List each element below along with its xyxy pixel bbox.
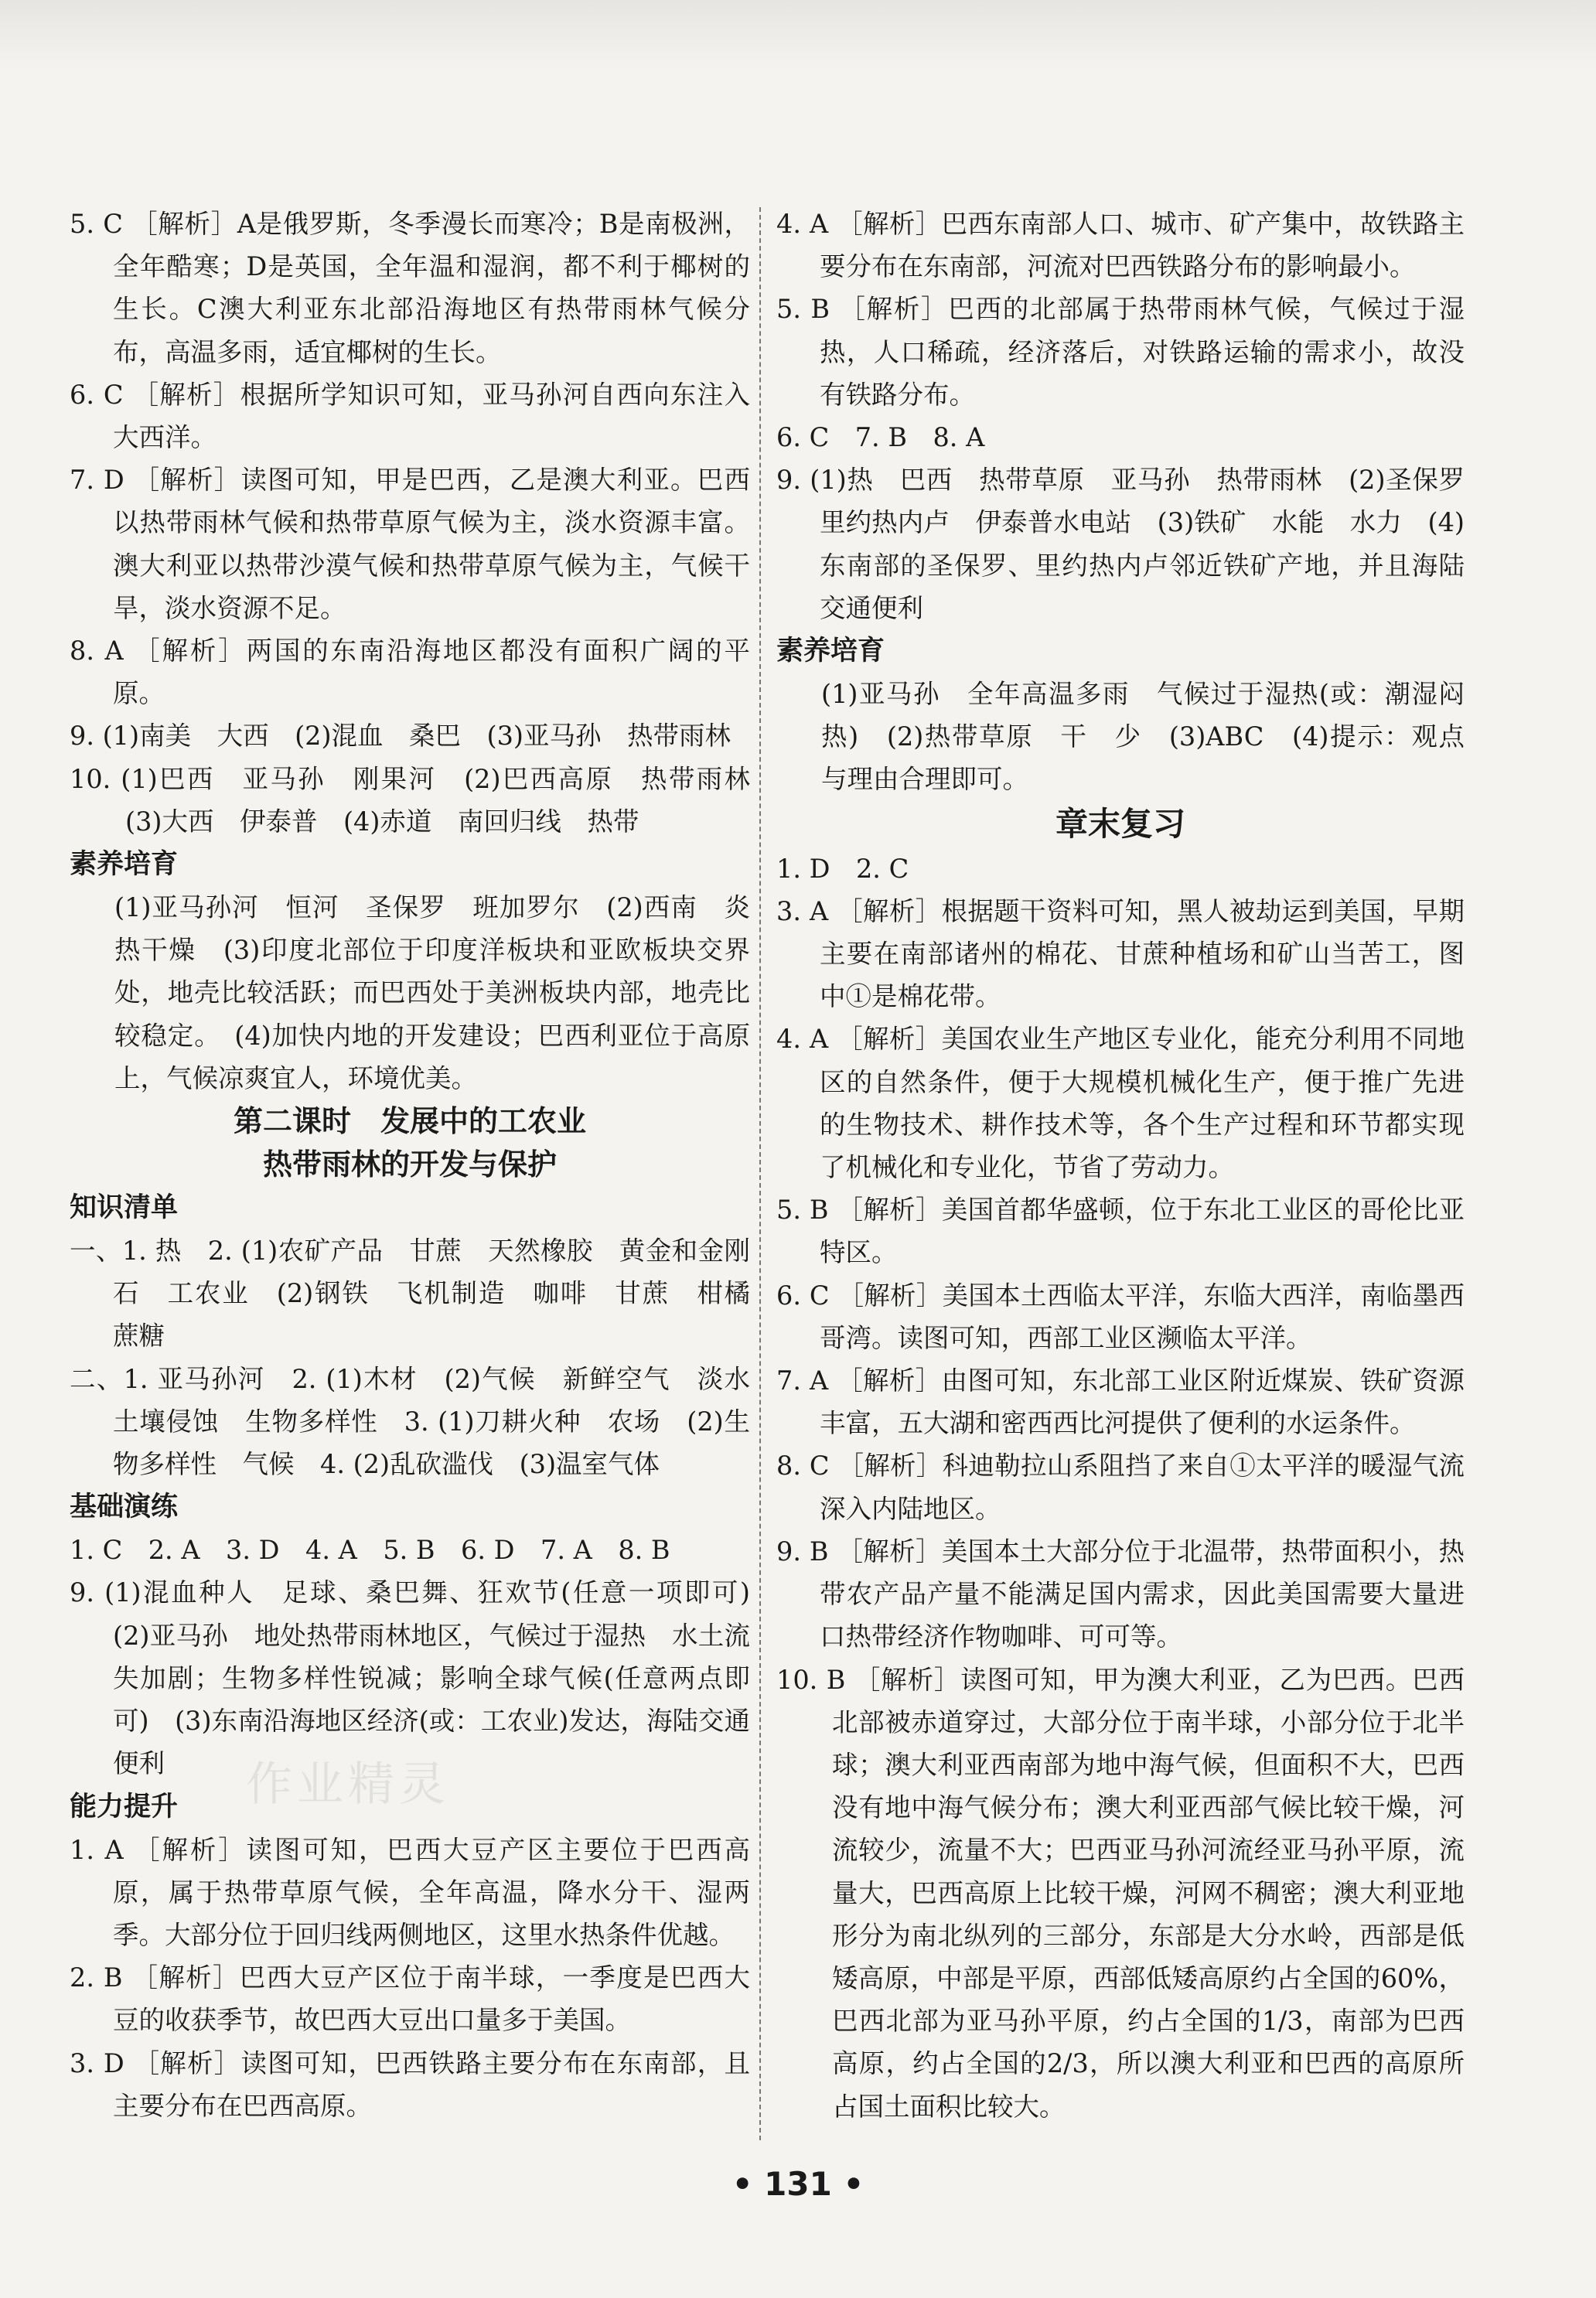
section-text: (1)亚马孙河 恒河 圣保罗 班加罗尔 (2)西南 炎热干燥 (3)印度北部位于印度洋板块和亚欧板块交界处，地壳比较活跃；而巴西处于美洲板块内部，地壳比较稳定。 (4)加快内地的开发建设；巴西利亚位于高原上，气候凉爽宜人，环境优美。 (114, 892, 750, 1093)
answer-item: 7. A ［解析］由图可知，东北部工业区附近煤炭、铁矿资源丰富，五大湖和密西西比河提供了便利的水运条件。 (776, 1366, 1465, 1439)
answer-item: 10. (1)巴西 亚马孙 刚果河 (2)巴西高原 热带雨林 (3)大西 伊泰普 (4)赤道 南回归线 热带 (70, 763, 776, 837)
chapter-title: 章末复习 (1055, 804, 1185, 843)
section-heading: 素养培育 (70, 849, 179, 881)
page-number: • 131 • (732, 2165, 864, 2203)
answer-item: 3. D ［解析］读图可知，巴西铁路主要分布在东南部，且主要分布在巴西高原。 (70, 2047, 750, 2121)
answer-item: 5. B ［解析］巴西的北部属于热带雨林气候，气候过于湿热，人口稀疏，经济落后，对铁路运输的需求小，故没有铁路分布。 (776, 294, 1465, 410)
lesson-title: 第二课时 发展中的工农业 (233, 1103, 586, 1139)
section-text: (1)亚马孙 全年高温多雨 气候过于湿热(或：潮湿闷热) (2)热带草原 干 少 (3)ABC (4)提示：观点与理由合理即可。 (821, 679, 1465, 795)
column-divider (759, 207, 761, 2140)
answer-item: 6. C ［解析］美国本土西临太平洋，东临大西洋，南临墨西哥湾。读图可知，西部工业区濒临太平洋。 (776, 1280, 1465, 1353)
section-heading: 能力提升 (70, 1791, 179, 1822)
answer-item: 1. D 2. C (776, 853, 909, 884)
watermark-logo: 作业精灵 (246, 1758, 450, 1812)
answer-item: 2. B ［解析］巴西大豆产区位于南半球，一季度是巴西大豆的收获季节，故巴西大豆出口量多于美国。 (70, 1962, 750, 2036)
section-heading: 知识清单 (70, 1192, 179, 1224)
right-column (776, 203, 1491, 2128)
answer-item: 3. A ［解析］根据题干资料可知，黑人被劫运到美国，早期主要在南部诸州的棉花、甘蔗种植场和矿山当苦工，图中①是棉花带。 (776, 895, 1465, 1012)
answer-item: 9. (1)混血种人 足球、桑巴舞、狂欢节(任意一项即可) (2)亚马孙 地处热带雨林地区，气候过于湿热 水土流失加剧；生物多样性锐减；影响全球气候(任意两点即可) (3)东南沿海地区经济(或：工农业)发达，海陆交通便利 (70, 1577, 776, 1779)
answer-item: 一、1. 热 2. (1)农矿产品 甘蔗 天然橡胶 黄金和金刚石 工农业 (2)钢铁 飞机制造 咖啡 甘蔗 柑橘 蔗糖 (70, 1236, 776, 1352)
answer-item: 4. A ［解析］巴西东南部人口、城市、矿产集中，故铁路主要分布在东南部，河流对巴西铁路分布的影响最小。 (776, 209, 1465, 282)
answer-item: 9. (1)南美 大西 (2)混血 桑巴 (3)亚马孙 热带雨林 (70, 721, 731, 752)
answer-item: 4. A ［解析］美国农业生产地区专业化，能充分利用不同地区的自然条件，便于大规模机械化生产，便于推广先进的生物技术、耕作技术等，各个生产过程和环节都实现了机械化和专业化，节省了劳动力。 (776, 1024, 1465, 1183)
answer-item: 6. C ［解析］根据所学知识可知，亚马孙河自西向东注入大西洋。 (70, 379, 750, 453)
section-heading: 素养培育 (776, 636, 885, 667)
answer-item: 9. B ［解析］美国本土大部分位于北温带，热带面积小，热带农产品产量不能满足国内需求，因此美国需要大量进口热带经济作物咖啡、可可等。 (776, 1536, 1465, 1652)
answer-item: 8. A ［解析］两国的东南沿海地区都没有面积广阔的平原。 (70, 636, 750, 709)
answer-item: 1. A ［解析］读图可知，巴西大豆产区主要位于巴西高原，属于热带草原气候，全年高温，降水分干、湿两季。大部分位于回归线两侧地区，这里水热条件优越。 (70, 1834, 750, 1950)
answer-item: 6. C 7. B 8. A (776, 422, 985, 453)
answer-item: 5. C ［解析］A是俄罗斯，冬季漫长而寒冷；B是南极洲，全年酷寒；D是英国，全年温和湿润，都不利于椰树的生长。C澳大利亚东北部沿海地区有热带雨林气候分布，高温多雨，适宜椰树的生长。 (70, 209, 750, 367)
answer-item: 8. C ［解析］科迪勒拉山系阻挡了来自①太平洋的暖湿气流深入内陆地区。 (776, 1451, 1465, 1524)
answer-item: 9. (1)热 巴西 热带草原 亚马孙 热带雨林 (2)圣保罗 里约热内卢 伊泰普水电站 (3)铁矿 水能 水力 (4)东南部的圣保罗、里约热内卢邻近铁矿产地，并且海陆交通便利 (776, 465, 1491, 623)
answer-item: 1. C 2. A 3. D 4. A 5. B 6. D 7. A 8. B (70, 1535, 670, 1566)
answer-item: 5. B ［解析］美国首都华盛顿，位于东北工业区的哥伦比亚特区。 (776, 1195, 1465, 1268)
section-heading: 基础演练 (70, 1492, 179, 1523)
left-column (70, 203, 776, 2127)
answer-item: 7. D ［解析］读图可知，甲是巴西，乙是澳大利亚。巴西以热带雨林气候和热带草原气候为主，淡水资源丰富。澳大利亚以热带沙漠气候和热带草原气候为主，气候干旱，淡水资源不足。 (70, 465, 750, 623)
lesson-subtitle: 热带雨林的开发与保护 (262, 1147, 557, 1182)
answer-item: 10. B ［解析］读图可知，甲为澳大利亚，乙为巴西。巴西北部被赤道穿过，大部分位于南半球，小部分位于北半球；澳大利亚西南部为地中海气候，但面积不大，巴西没有地中海气候分布；澳大利亚西部气候比较干燥，河流较少，流量不大；巴西亚马孙河流经亚马孙平原，流量大，巴西高原上比较干燥，河网不稠密；澳大利亚地形分为南北纵列的三部分，东部是大分水岭，西部是低矮高原，中部是平原，西部低矮高原约占全国的60%，巴西北部为亚马孙平原，约占全国的1/3，南部为巴西高原，约占全国的2/3，所以澳大利亚和巴西的高原所占国土面积比较大。 (776, 1664, 1465, 2122)
page-top-shade (0, 0, 1596, 70)
answer-item: 二、1. 亚马孙河 2. (1)木材 (2)气候 新鲜空气 淡水 土壤侵蚀 生物多样性 3. (1)刀耕火种 农场 (2)生物多样性 气候 4. (2)乱砍滥伐 (3)温室气体 (70, 1363, 776, 1480)
